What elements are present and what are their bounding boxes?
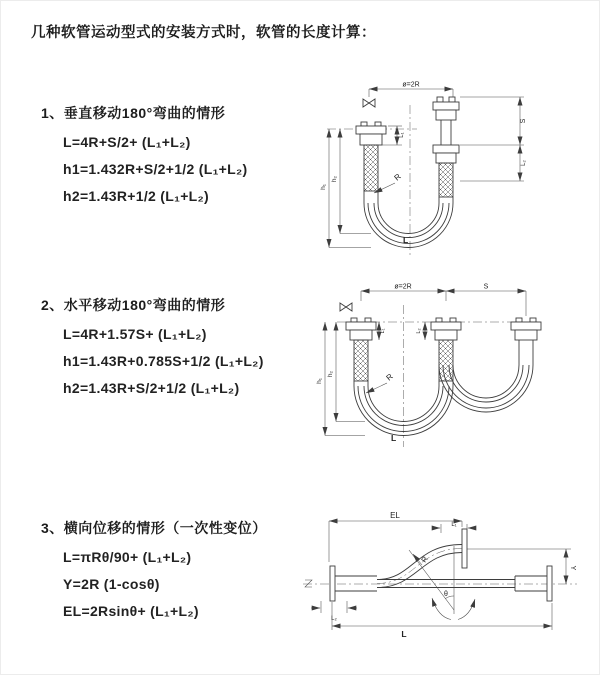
section-horizontal-movement xyxy=(41,295,331,396)
dim-label-length: L xyxy=(401,629,407,639)
hose-u-bend xyxy=(364,191,453,248)
dim-label-h1: h₁ xyxy=(316,378,323,384)
dim-label-s: S xyxy=(520,118,527,124)
right-lower-flange-fitting xyxy=(515,566,552,601)
dim-label-l1: L₁ xyxy=(451,522,457,528)
dim-label-l1: L₁ xyxy=(380,328,386,334)
middle-flange-fitting xyxy=(431,318,461,381)
left-flange-fitting xyxy=(356,122,386,191)
braided-hose-section xyxy=(439,163,453,197)
dim-label-diameter: ø=2R xyxy=(402,81,420,89)
section-lateral-displacement xyxy=(41,518,331,619)
dim-label-y: Y xyxy=(569,565,576,571)
left-flange-fitting xyxy=(330,566,377,601)
dim-label-h2: h₂ xyxy=(327,370,334,378)
section-2-heading: 2、水平移动180°弯曲的情形 xyxy=(41,297,226,313)
dim-label-s: S xyxy=(483,283,489,291)
dim-label-l1: L₁ xyxy=(399,132,405,138)
formula-length: L=4R+1.57S+ (L₁+L₂) xyxy=(63,326,207,342)
dim-label-l2: L₂ xyxy=(416,328,422,334)
dim-label-l2: L₂ xyxy=(331,616,337,622)
centerlines xyxy=(303,549,577,585)
centerline-symbol xyxy=(305,580,312,587)
dimensions xyxy=(311,511,576,639)
formula-h2: h2=1.43R+S/2+1/2 (L₁+L₂) xyxy=(63,380,240,396)
dim-label-diameter: ø=2R xyxy=(394,283,412,291)
formula-h1: h1=1.43R+0.785S+1/2 (L₁+L₂) xyxy=(63,353,264,369)
diagram-vertical-180-bend xyxy=(313,77,558,257)
dim-label-h2: h₂ xyxy=(331,175,338,183)
formula-h2: h2=1.43R+1/2 (L₁+L₂) xyxy=(63,188,210,204)
formula-el: EL=2Rsinθ+ (L₁+L₂) xyxy=(63,603,199,619)
valve-icon xyxy=(340,303,352,311)
formula-y: Y=2R (1-cosθ) xyxy=(63,576,160,592)
dim-label-length: L xyxy=(403,235,409,245)
braided-hose-section xyxy=(354,340,368,381)
right-union-fitting xyxy=(433,97,459,197)
upper-flange-plate xyxy=(462,529,467,568)
diagram-horizontal-180-bend xyxy=(313,281,558,451)
document-title: 几种软管运动型式的安装方式时，软管的长度计算： xyxy=(31,25,376,41)
dim-label-angle: θ xyxy=(444,591,448,598)
formula-h1: h1=1.432R+S/2+1/2 (L₁+L₂) xyxy=(63,161,248,177)
braided-hose-section xyxy=(439,340,453,381)
dim-label-length: L xyxy=(391,433,397,443)
dim-label-l2: L₂ xyxy=(521,160,527,166)
dim-label-h1: h₁ xyxy=(320,184,327,190)
diagram-lateral-displacement xyxy=(301,506,596,646)
dimensions xyxy=(320,82,527,248)
dim-label-radius: R xyxy=(419,554,430,565)
formula-length: L=4R+S/2+ (L₁+L₂) xyxy=(63,134,191,150)
dimensions xyxy=(316,284,526,444)
braided-hose-section xyxy=(364,145,378,191)
left-flange-fitting xyxy=(346,318,376,381)
section-3-heading: 3、横向位移的情形（一次性变位） xyxy=(41,520,267,536)
valve-icon xyxy=(363,99,375,107)
right-flange-fitting xyxy=(511,318,541,340)
section-vertical-movement xyxy=(41,103,331,204)
dim-label-radius: R xyxy=(392,171,403,183)
dim-label-el: EL xyxy=(390,511,400,520)
section-1-heading: 1、垂直移动180°弯曲的情形 xyxy=(41,105,226,121)
formula-length: L=πRθ/90+ (L₁+L₂) xyxy=(63,549,192,565)
dim-label-radius: R xyxy=(384,371,395,383)
